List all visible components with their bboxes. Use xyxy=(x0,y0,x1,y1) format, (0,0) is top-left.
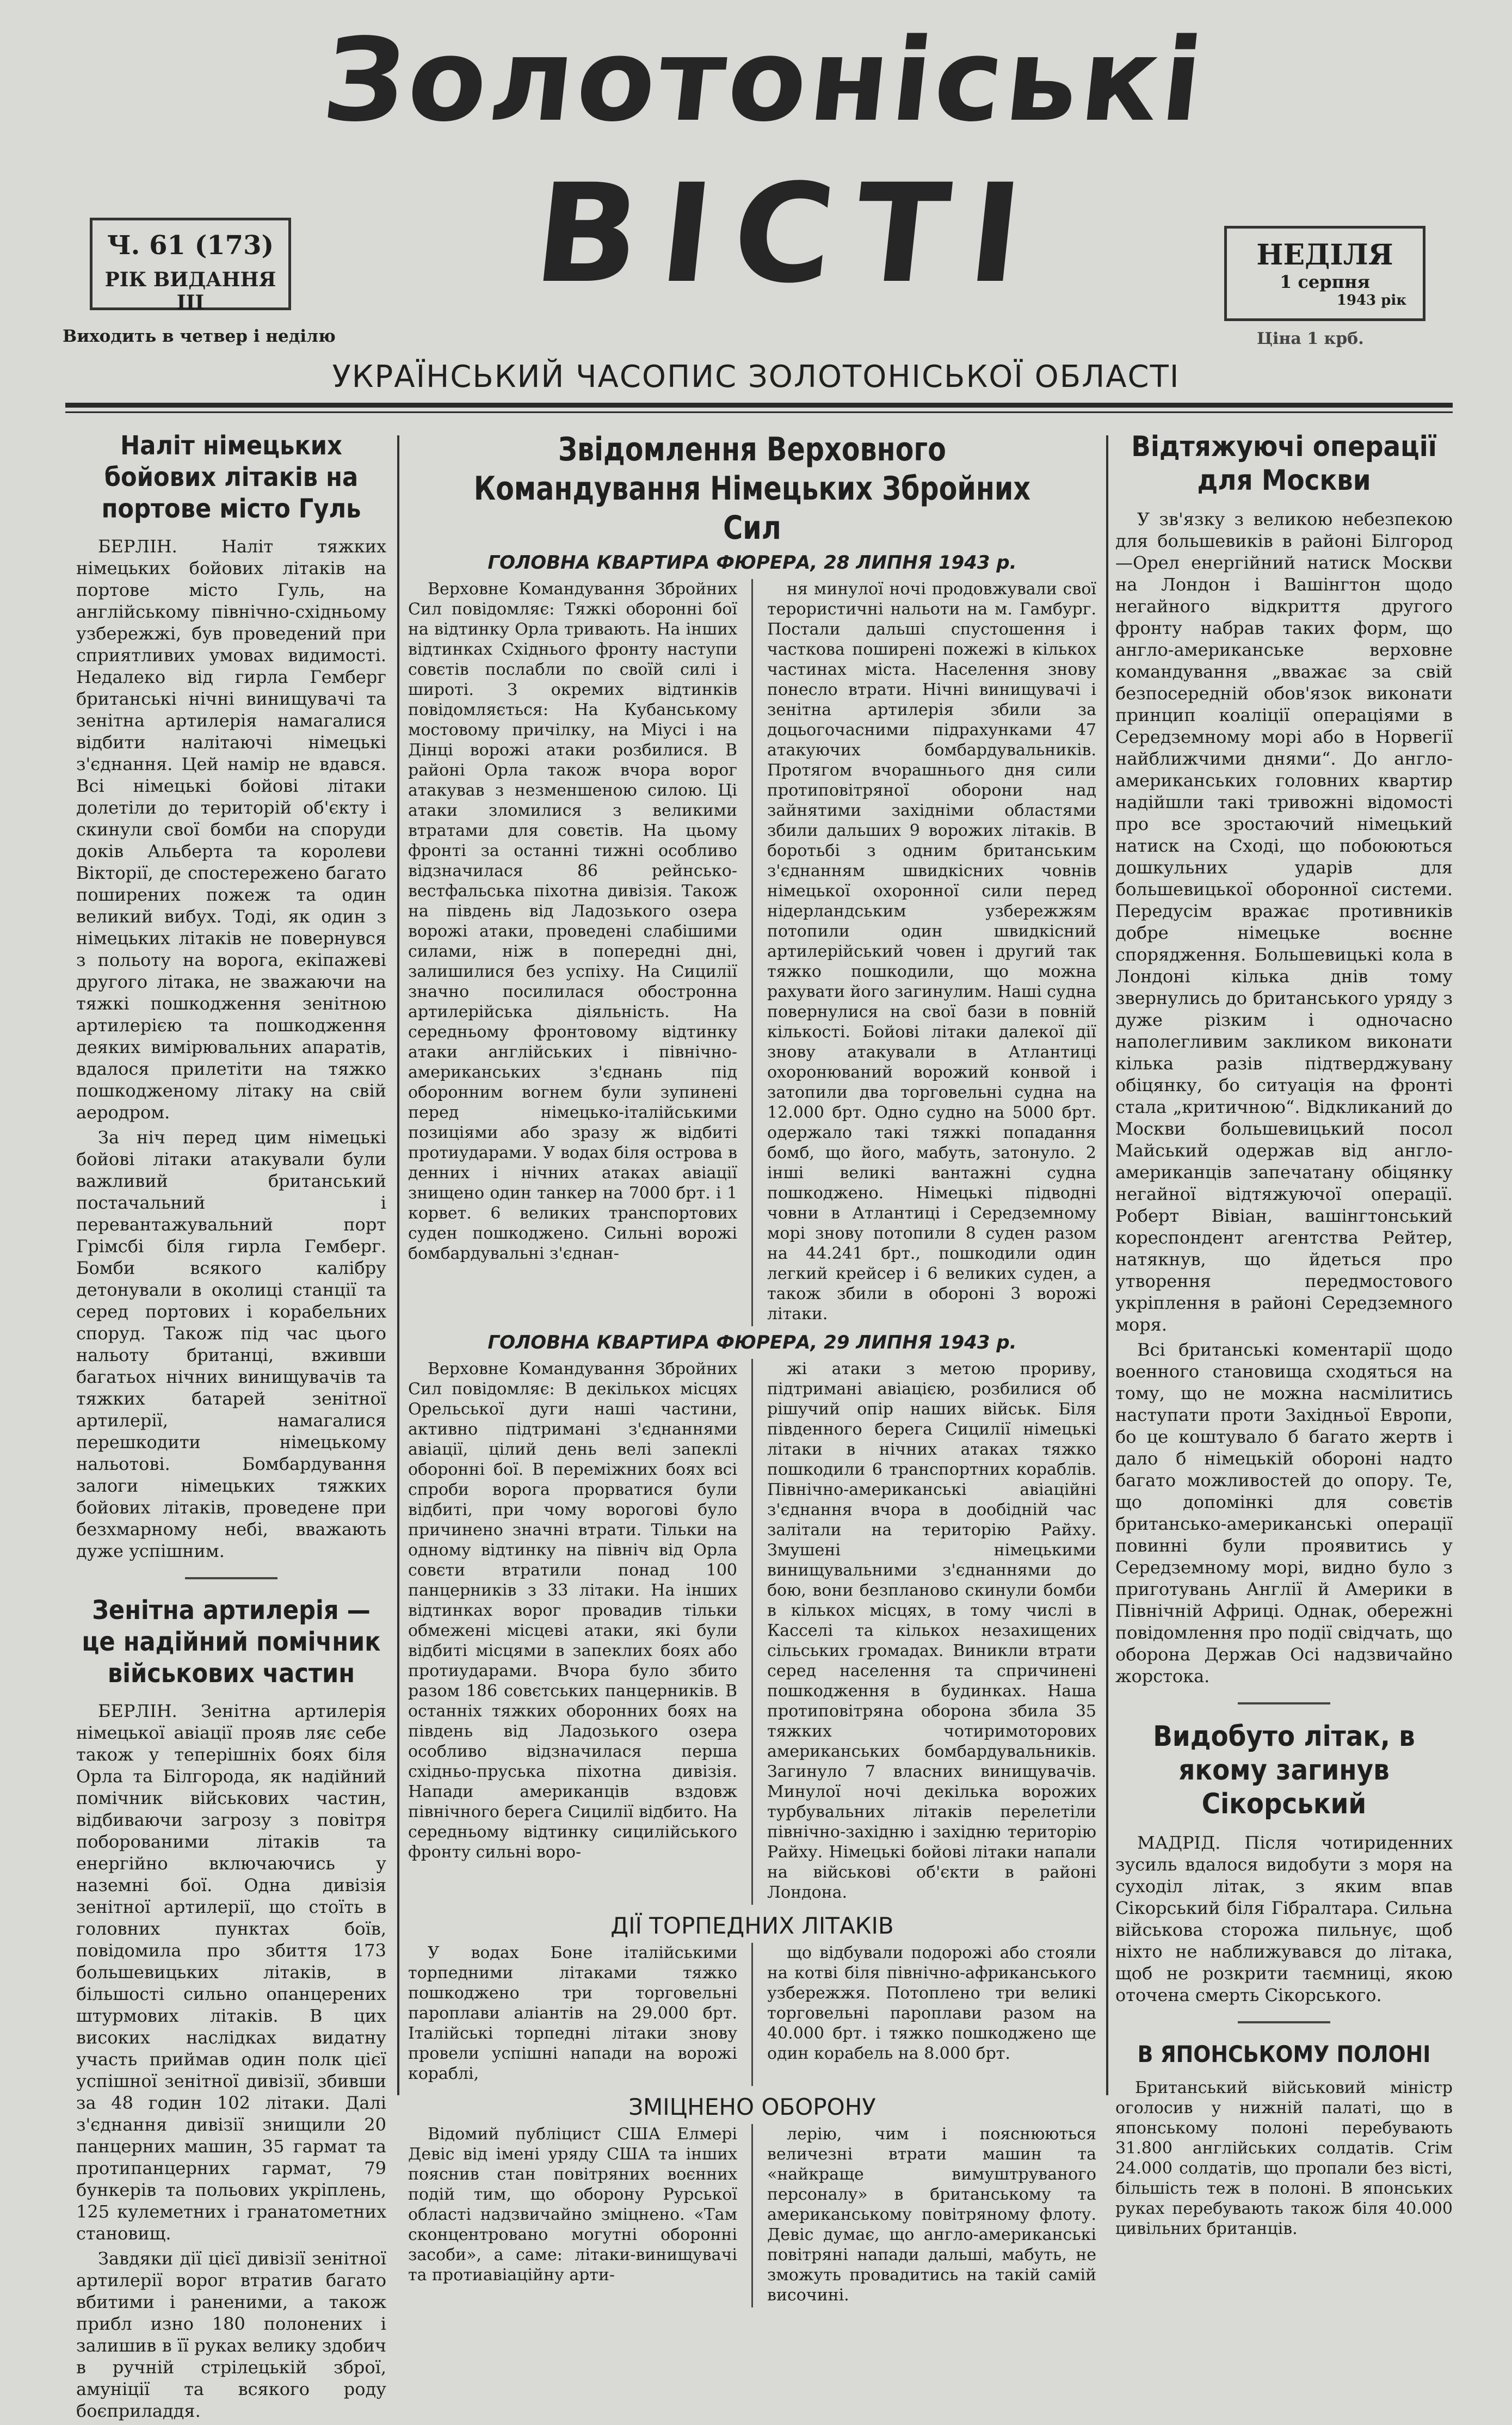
column-divider-left xyxy=(397,435,399,2095)
masthead-rule xyxy=(65,403,1453,408)
article-paragraph: Британський військовий міністр оголосив у нижній палаті, що в японському полоні перебувають 31.800 англійських солдатів. Crім 24.000 солдатів, що пропали без вісті, більшість теж в полоні. В японських руках перебувають також біля 40.000 цивільних британців. xyxy=(1115,2078,1453,2238)
article-paragraph: жі атаки з метою прориву, підтримані авіацією, розбилися об рішучий опір наших військ. Біля південного берега Сицилії німецькі літаки в нічних атаках тяжко пошкодили 6 транспортних кораблів. Північно-американські авіаційні з'єднання вчора в дообідній час залітали на територію Райху. Змушені німецькими винищувальними з'єднаннями до бою, вони безпланово скинули бомби в кількох місцях, в тому числі в Касселі та кількох незахищених сільських громадах. Виникли втрати серед населення та спричинені пошкодження в будинках. Наша протиповітряна оборона збила 35 тяжких чотиримоторових американських бомбардувальників. Загинуло 7 власних винищувачів. Минулої ночі декілька ворожих турбувальних літаків перелетіли північно-західню і західню територію Райху. Німецькі бойові літаки напали на військові об'єкти в районі Лондона. xyxy=(767,1359,1096,1902)
defense-article xyxy=(408,2124,1096,2307)
report-1 xyxy=(408,579,1096,1326)
price: Ціна 1 крб. xyxy=(1257,329,1364,348)
publication-schedule: Виходить в четвер і неділю xyxy=(63,327,336,346)
dateline: ГОЛОВНА КВАРТИРА ФЮРЕРА, 29 ЛИПНЯ 1943 р. xyxy=(487,1332,1017,1353)
masthead-title-line2: ВІСТІ xyxy=(527,155,1051,313)
center-column xyxy=(408,430,1096,2307)
date-year: 1943 рік xyxy=(1336,292,1406,309)
right-column xyxy=(1115,430,1453,2241)
article-paragraph: БЕРЛІН. Зенітна артилерія німецької авіації прояв ляє себе також у теперішніх боях біля Орла та Білгорода, як надійний помічник військових частин, відбиваючи загрозу з повітря поборованими літаків та енергійно включаючись у наземні бої. Одна дивізія зенітної артилерії, що стоїть в головних пунктах боїв, повідомила про збиття 173 большевицьких літаків, в більшості сильно опанцерених штурмових літаків. В цих високих наслідках видатну участь приймав один полк цієї успішної зенітної дивізії, збивши за 48 годин 102 літаки. Далі з'єднання дивізії знищили 20 панцерних машин, 35 гармат та протипанцерних гармат, 79 бункерів та польових укріплень, 125 кулеметних і гранатометних становищ. xyxy=(76,1701,386,2244)
section-separator xyxy=(1238,1702,1330,1704)
article-paragraph: Відомий публіцист США Елмері Девіс від імені уряду США та інших пояснив стан повітряних воєнних подій тим, що оборону Рурської області надзвичайно зміцнено. «Там сконцентровано могутні оборонні засоби», а саме: літаки-винищувачі та протиавіаційну арти- xyxy=(408,2125,737,2285)
article-heading: Наліт німецьких бойових літаків на портове місто Гуль xyxy=(101,430,361,524)
text-column xyxy=(767,579,1096,1326)
text-column xyxy=(767,2124,1096,2307)
article-heading: Видобуто літак, в якому загинув Сікорський xyxy=(1153,1720,1415,1820)
section-separator xyxy=(185,1577,277,1579)
article-body xyxy=(1115,2078,1453,2239)
article-heading: ЗМІЦНЕНО ОБОРОНУ xyxy=(628,2094,876,2120)
text-column xyxy=(767,1359,1096,1905)
publication-year: РІК ВИДАННЯ III xyxy=(104,268,276,314)
article-heading-main: Звідомлення Верховного Командування Німецьких Збройних Сил xyxy=(473,430,1031,547)
masthead-title-line1: Золотоніські xyxy=(317,14,1212,147)
article-heading: В ЯПОНСЬКОМУ ПОЛОНІ xyxy=(1137,2041,1431,2067)
issue-number: Ч. 61 (173) xyxy=(107,230,274,261)
date: 1 серпня xyxy=(1279,272,1371,292)
article-paragraph: Верховне Командування Збройних Сил повідомляє: В декількох місцях Орельської дуги наші частини, активно підтримані з'єднаннями авіації, цілий день велі запеклі оборонні бої. В переміжних боях всі спроби ворога прорватися були відбиті, при чому ворогові було причинено значні втрати. Тільки на одному відтинку на північ від Орла совєти втратили понад 100 панцерників з 33 літаки. На інших відтинках ворог провадив тільки обмежені місцеві атаки, які були відбиті місцями в запеклих боях або протиударами. Вчора було збито разом 186 совєтських панцерників. В останніх тяжких оборонних боях на південь від Ладозького озера особливо відзначилася перша східньо-пруська піхотна дивізія. Напади американців вздовж північного берега Сицилії відбито. На середньому відтинку сицилійського фронту сильні воро- xyxy=(408,1359,737,1862)
torpedo-article xyxy=(408,1943,1096,2086)
weekday: НЕДІЛЯ xyxy=(1256,238,1393,272)
text-column xyxy=(408,579,737,1326)
text-column xyxy=(408,1359,737,1905)
article-paragraph: що відбували подорожі або стояли на котві біля північно-африканського узбережжя. Потоплено три великі торговельні пароплави разом на 40.000 брт. і тяжко пошкоджено ще один корабель на 8.000 брт. xyxy=(767,1943,1096,2063)
article-heading: ДІЇ ТОРПЕДНИХ ЛІТАКІВ xyxy=(610,1912,894,1939)
tagline: УКРАЇНСЬКИЙ ЧАСОПИС ЗОЛОТОНІСЬКОЇ ОБЛАСТІ xyxy=(332,359,1180,395)
column-divider xyxy=(751,2124,753,2307)
column-divider xyxy=(751,1359,753,1905)
column-divider xyxy=(751,579,753,1326)
article-paragraph: У зв'язку з великою небезпекою для большевиків в районі Білгород—Орел енергійний натиск Москви на Лондон і Вашінгтон щодо негайного відкриття другого фронту набрав таких форм, що англо-американське верховне командування „вважає за свій безпосередній обов'язок виконати принцип коаліції операціями в Середземному морі або в Норвегії найближчими днями“. До англо-американських головних квартир надійшли такі тривожні відомості про все зростаючий німецький натиск на Сході, що побоюються дошкульних ударів для большевицької оборонної системи. Передусім вражає противників добре німецьке воєнне спорядження. Большевицькі кола в Лондоні кілька днів тому звернулись до британського уряду з дуже різким і одночасно наполегливим закликом виконати кілька разів підтверджувану обіцянку, бо ситуація на фронті стала „критичною“. Відкликаний до Москви большевицький посол Майський одержав від англо-американців запечатану обіцянку негайної відтяжуючої операції. Роберт Вівіан, вашінгтонський кореспондент агентства Рейтер, натякнув, що йдеться про утворення передмостового укріплення в районі Середземного моря. xyxy=(1115,509,1453,1335)
column-divider xyxy=(751,1943,753,2086)
article-paragraph: За ніч перед цим німецькі бойові літаки атакували були важливий британський постачальний і перевантажувальний порт Грімсбі біля гирла Гемберг. Бомби всякого калібру детонували в околиці станції та серед портових і корабельних споруд. Також під час цього нальоту британці, вживши багатьох нічних винищувачів та тяжких батарей зенітної артилерії, намагалися перешкодити німецькому нальотові. Бомбардування залоги німецьких тяжких бойових літаків, проведене при безхмарному небі, вважають дуже успішним. xyxy=(76,1127,386,1561)
article-heading: Відтяжуючі операції для Москви xyxy=(1131,430,1437,497)
article-paragraph: Верховне Командування Збройних Сил повідомляє: Тяжкі оборонні бої на відтинку Орла тривають. На інших відтинках Східнього фронту наступи совєтів послабли по своїй силі і широті. З окремих відтинків повідомляється: На Кубанському мостовому причілку, на Міусі і на Дінці ворожі атаки розбилися. В районі Орла також вчора ворог атакував з незменшеною силою. Ці атаки зломилися з великими втратами для совєтів. На цьому фронті за останні тижні особливо відзначилася 86 рейнсько-вестфальська піхотна дивізія. Також на південь від Ладозького озера ворожі атаки, проведені слабішими силами, ніж в попередні дні, залишилися без успіху. На Сицилії значно посилилася обостронна артилерійська діяльність. На середньому фронтовому відтинку атаки англійських і північно-американських з'єднань під оборонним вогнем були зупинені перед німецько-італійськими позиціями або зразу ж відбиті протиударами. У водах біля острова в денних і нічних атаках авіації знищено один танкер на 7000 брт. і 1 корвет. 6 великих транспортових суден пошкоджено. Сильні ворожі бомбардувальні з'єднан- xyxy=(408,580,737,1263)
text-column xyxy=(408,1943,737,2086)
article-paragraph: МАДРІД. Після чотириденних зусиль вдалося видобути з моря на суходіл літак, з яким впав Сікорський біля Гібралтара. Сильна військова сторожа пильнує, щоб ніхто не наближувався до літака, щоб не розкрити таємниці, якою оточена смерть Сікорського. xyxy=(1115,1832,1453,2005)
text-column xyxy=(408,2124,737,2307)
text-column xyxy=(767,1943,1096,2086)
article-paragraph: Всі британські коментарії щодо военного становища сходяться на тому, що не можна насмілитись наступати проти Західньої Европи, бо це коштувало б багато жертв і дало б німецькій обороні надто багато можливостей до опору. Те, що допомінкі для совєтів британсько-американські операції повинні були проявитись у Середземному морі, видно було з приготувань Англії й Америки в Північній Африці. Однак, обережні повідомлення про події свідчать, що оборона Держав Осі надзвичайно жорстока. xyxy=(1115,1339,1453,1687)
article-paragraph: лерію, чим і пояснюються величезні втрати машин та «найкраще вимуштруваного персоналу» в британському та американському повітряному флоту. Девіс думає, що англо-американські повітряні напади дальші, мабуть, не зможуть провадитись на такій самій височині. xyxy=(767,2125,1096,2305)
report-2 xyxy=(408,1359,1096,1905)
article-heading: Зенітна артилерія — це надійний помічник військових частин xyxy=(82,1595,381,1689)
section-separator xyxy=(1238,2021,1330,2023)
masthead-rule-thin xyxy=(65,411,1453,413)
article-paragraph: У водах Боне італійськими торпедними літаками тяжко пошкоджено три торговельні пароплави аліантів на 29.000 брт. Італійські торпедні літаки знову провели успішні напади на ворожі кораблі, xyxy=(408,1943,737,2083)
issue-box xyxy=(90,218,291,314)
article-paragraph: БЕРЛІН. Наліт тяжких німецьких бойових літаків на портове місто Гуль, на англійському північно-східньому узбережжі, був проведений при сприятливих умовах видимості. Недалеко від гирла Гемберг британські нічні винищувачі та зенітна артилерія намагалися відбити налітаючі німецькі з'єднання. Цей намір не вдався. Всі німецькі бойові літаки долетіли до територій об'єкту і скинули свої бомби на споруди доків Альберта та королеви Вікторії, де спостережено багато поширених пожеж та один великий вибух. Тоді, як один з німецьких літаків не повернувся з польоту на ворога, екіпажеві другого літака, не зважаючи на тяжкі пошкодження зенітною артилерією та пошкодження деяких вимірювальних апаратів, вдалося прилетіти на тяжко пошкодженому літаку на свій аеродром. xyxy=(76,536,386,1123)
article-paragraph: ня минулої ночі продовжували свої терористичні нальоти на м. Гамбург. Постали дальші спустошення і часткова поширені пожежі в кількох частинах міста. Населення знову понесло втрати. Нічні винищувачі і зенітна артилерія збили за доцьогочасними підрахунками 47 атакуючих бомбардувальників. Протягом вчорашнього дня сили протиповітряної оборони над зайнятими західніми областями збили дальших 9 ворожих літаків. В боротьбі з одним британським з'єднанням швидкісних човнів німецької охоронної сили перед нідерландським узбережжям потопили один швидкісний артилерійський човен і другий так тяжко пошкодили, що можна рахувати його загинулим. Наші судна повернулися на свої бази в повній кількості. Бойові літаки далекої дії знову атакували в Атлантиці охоронюваний ворожий конвой і затопили два торговельні судна на 12.000 брт. Одно судно на 5000 брт. одержало такі тяжкі попадання бомб, що його, мабуть, затонуло. 2 інші великі вантажні судна пошкоджено. Німецькі підводні човни в Атлантиці і Середземному морі знову потопили 8 суден разом на 44.241 брт., пошкодили один легкий крейсер і 6 великих суден, а також збили в обороні 3 ворожі літаки. xyxy=(767,580,1096,1324)
date-box xyxy=(1224,226,1425,321)
column-divider-right xyxy=(1106,435,1108,2095)
article-paragraph: Завдяки дії цієї дивізії зенітної артилерії ворог втратив багато вбитими і раненими, а також прибл изно 180 полонених і залишив в її руках велику здобич в ручній стрілецькій зброї, амуніції та всякого роду боєприладдя. xyxy=(76,2248,386,2421)
dateline: ГОЛОВНА КВАРТИРА ФЮРЕРА, 28 ЛИПНЯ 1943 р. xyxy=(487,552,1017,574)
left-column xyxy=(76,430,386,2425)
